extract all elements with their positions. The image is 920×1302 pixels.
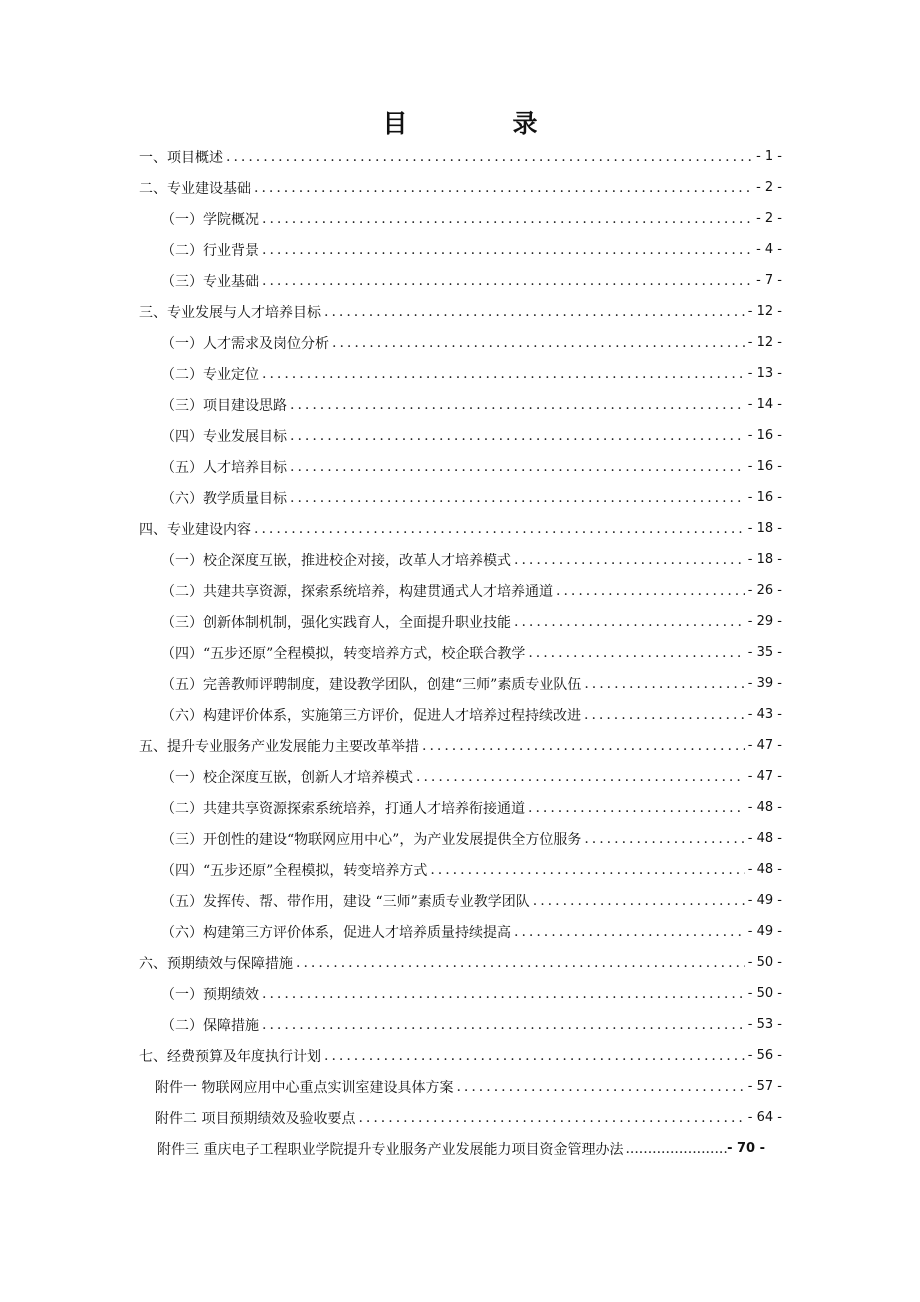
toc-entry-text: （三）创新体制机制，强化实践育人，全面提升职业技能 [161,614,511,631]
dot-leader [358,1110,744,1126]
toc-page-number: - 16 - [747,428,782,443]
dot-leader [324,304,745,320]
toc-entry[interactable] [161,1009,782,1040]
toc-page-number: - 12 - [747,335,782,350]
toc-page-number: - 4 - [756,242,782,257]
toc-entry[interactable] [161,420,782,451]
toc-entry-text: 附件三 重庆电子工程职业学院提升专业服务产业发展能力项目资金管理办法 [157,1141,624,1158]
toc-entry[interactable] [161,327,782,358]
toc-entry-text: （五）人才培养目标 [161,459,287,476]
toc-entry-text: （三）专业基础 [161,273,259,290]
toc-entry-text: （六）构建第三方评价体系，促进人才培养质量持续提高 [161,924,511,941]
toc-page-number: - 50 - [747,986,782,1001]
toc-entry-text: （二）保障措施 [161,1017,259,1034]
toc-entry[interactable] [161,575,782,606]
dot-leader [290,490,745,506]
toc-page-number: - 2 - [756,211,782,226]
toc-entry[interactable] [161,451,782,482]
toc-entry[interactable] [161,544,782,575]
toc-entry-text: （一）预期绩效 [161,986,259,1003]
toc-entry[interactable] [161,978,782,1009]
toc-page-number: - 14 - [747,397,782,412]
toc-entry[interactable] [155,1102,782,1133]
dot-leader [584,676,744,692]
dot-leader [514,924,745,940]
toc-page-number: - 16 - [747,490,782,505]
toc-entry-text: （五）完善教师评聘制度，建设教学团队，创建“三师”素质专业队伍 [161,676,582,693]
dot-leader [262,273,753,289]
toc-entry-text: （三）项目建设思路 [161,397,287,414]
dot-leader [296,955,745,971]
toc-page-number: - 53 - [747,1017,782,1032]
toc-entry-text: 三、专业发展与人才培养目标 [139,304,321,321]
dot-leader [514,614,745,630]
toc-page-number: - 18 - [747,552,782,567]
toc-entry-text: 七、经费预算及年度执行计划 [139,1048,321,1065]
dot-leader [254,180,753,196]
toc-entry[interactable] [161,885,782,916]
toc-page-number: - 47 - [747,738,782,753]
toc-entry-text: （一）校企深度互嵌，创新人才培养模式 [161,769,413,786]
toc-entry[interactable] [161,668,782,699]
dot-leader [262,242,753,258]
toc-entry[interactable] [161,916,782,947]
toc-page-number: - 48 - [747,800,782,815]
dot-leader [324,1048,745,1064]
toc-entry-text: 二、专业建设基础 [139,180,251,197]
dot-leader [290,397,745,413]
dot-leader [226,149,753,165]
toc-entry[interactable] [161,823,782,854]
toc-entry[interactable] [161,637,782,668]
toc-entry-text: 四、专业建设内容 [139,521,251,538]
toc-entry-text: （二）专业定位 [161,366,259,383]
toc-page-number: - 57 - [747,1079,782,1094]
toc-page-number: - 35 - [747,645,782,660]
dot-leader [416,769,745,785]
dot-leader [584,831,744,847]
toc-entry-text: 六、预期绩效与保障措施 [139,955,293,972]
toc-entry[interactable] [139,141,782,172]
toc-page-number: - 26 - [747,583,782,598]
toc-entry-text: （四）“五步还原”全程模拟，转变培养方式 [161,862,428,879]
toc-entry[interactable] [139,172,782,203]
toc-page-number: - 64 - [747,1110,782,1125]
toc-page-number: - 47 - [747,769,782,784]
toc-entry-text: （六）构建评价体系，实施第三方评价，促进人才培养过程持续改进 [161,707,581,724]
toc-entry-text: （六）教学质量目标 [161,490,287,507]
toc-entry[interactable] [161,606,782,637]
toc-page-number: - 48 - [747,831,782,846]
toc-entry-text: 一、项目概述 [139,149,223,166]
toc-entry[interactable] [161,854,782,885]
toc-entry[interactable] [139,730,782,761]
toc-entry-text: （二）行业背景 [161,242,259,259]
toc-page-number: - 39 - [747,676,782,691]
dot-leader [556,583,745,599]
toc-entry-text: 五、提升专业服务产业发展能力主要改革举措 [139,738,419,755]
dot-leader [430,862,744,878]
toc-entry-text: （三）开创性的建设“物联网应用中心”，为产业发展提供全方位服务 [161,831,582,848]
toc-page-number: - 50 - [747,955,782,970]
dot-leader [262,366,745,382]
toc-page-number: - 49 - [747,924,782,939]
toc-page-number: - 56 - [747,1048,782,1063]
toc-page-number: - 1 - [756,149,782,164]
toc-entry[interactable] [161,792,782,823]
toc-page-number: - 43 - [747,707,782,722]
table-of-contents [0,141,920,1164]
toc-entry-text: （四）“五步还原”全程模拟，转变培养方式，校企联合教学 [161,645,526,662]
toc-entry-text: （四）专业发展目标 [161,428,287,445]
toc-entry[interactable] [155,1071,782,1102]
toc-page-number: - 7 - [756,273,782,288]
dot-leader [584,707,745,723]
dot-leader [456,1079,744,1095]
toc-entry[interactable] [139,947,782,978]
toc-entry-text: （二）共建共享资源探索系统培养，打通人才培养衔接通道 [161,800,525,817]
toc-page-number: - 16 - [747,459,782,474]
dot-leader [533,893,745,909]
toc-entry[interactable] [161,203,782,234]
dot-leader [290,428,745,444]
toc-page-number: - 2 - [756,180,782,195]
dot-leader [262,211,753,227]
toc-page-number: - 49 - [747,893,782,908]
toc-entry-text: 附件一 物联网应用中心重点实训室建设具体方案 [155,1079,454,1096]
toc-entry-text: （一）校企深度互嵌，推进校企对接，改革人才培养模式 [161,552,511,569]
toc-page-number: - 48 - [747,862,782,877]
toc-entry-text: （一）学院概况 [161,211,259,228]
toc-page-number: - 18 - [747,521,782,536]
toc-entry[interactable] [139,296,782,327]
toc-entry[interactable] [161,761,782,792]
toc-entry-text: （五）发挥传、帮、带作用，建设 “三师”素质专业教学团队 [161,893,530,910]
toc-page-number: - 70 - [727,1141,765,1156]
toc-page-number: - 29 - [747,614,782,629]
toc-entry[interactable] [161,699,782,730]
toc-entry[interactable] [161,389,782,420]
dot-leader [528,645,744,661]
dot-leader [625,1141,727,1157]
toc-entry[interactable] [157,1133,765,1164]
toc-page-number: - 13 - [747,366,782,381]
dot-leader [290,459,745,475]
toc-entry[interactable] [139,1040,782,1071]
toc-entry[interactable] [139,513,782,544]
dot-leader [332,335,745,351]
toc-entry[interactable] [161,482,782,513]
toc-entry[interactable] [161,234,782,265]
toc-page-number: - 12 - [747,304,782,319]
dot-leader [514,552,745,568]
dot-leader [422,738,745,754]
toc-entry-text: （二）共建共享资源，探索系统培养，构建贯通式人才培养通道 [161,583,553,600]
page-title: 目 录 [382,109,578,138]
dot-leader [528,800,745,816]
toc-entry[interactable] [161,265,782,296]
toc-entry-text: （一）人才需求及岗位分析 [161,335,329,352]
dot-leader [262,986,745,1002]
dot-leader [262,1017,745,1033]
toc-entry-text: 附件二 项目预期绩效及验收要点 [155,1110,356,1127]
toc-entry[interactable] [161,358,782,389]
dot-leader [254,521,745,537]
